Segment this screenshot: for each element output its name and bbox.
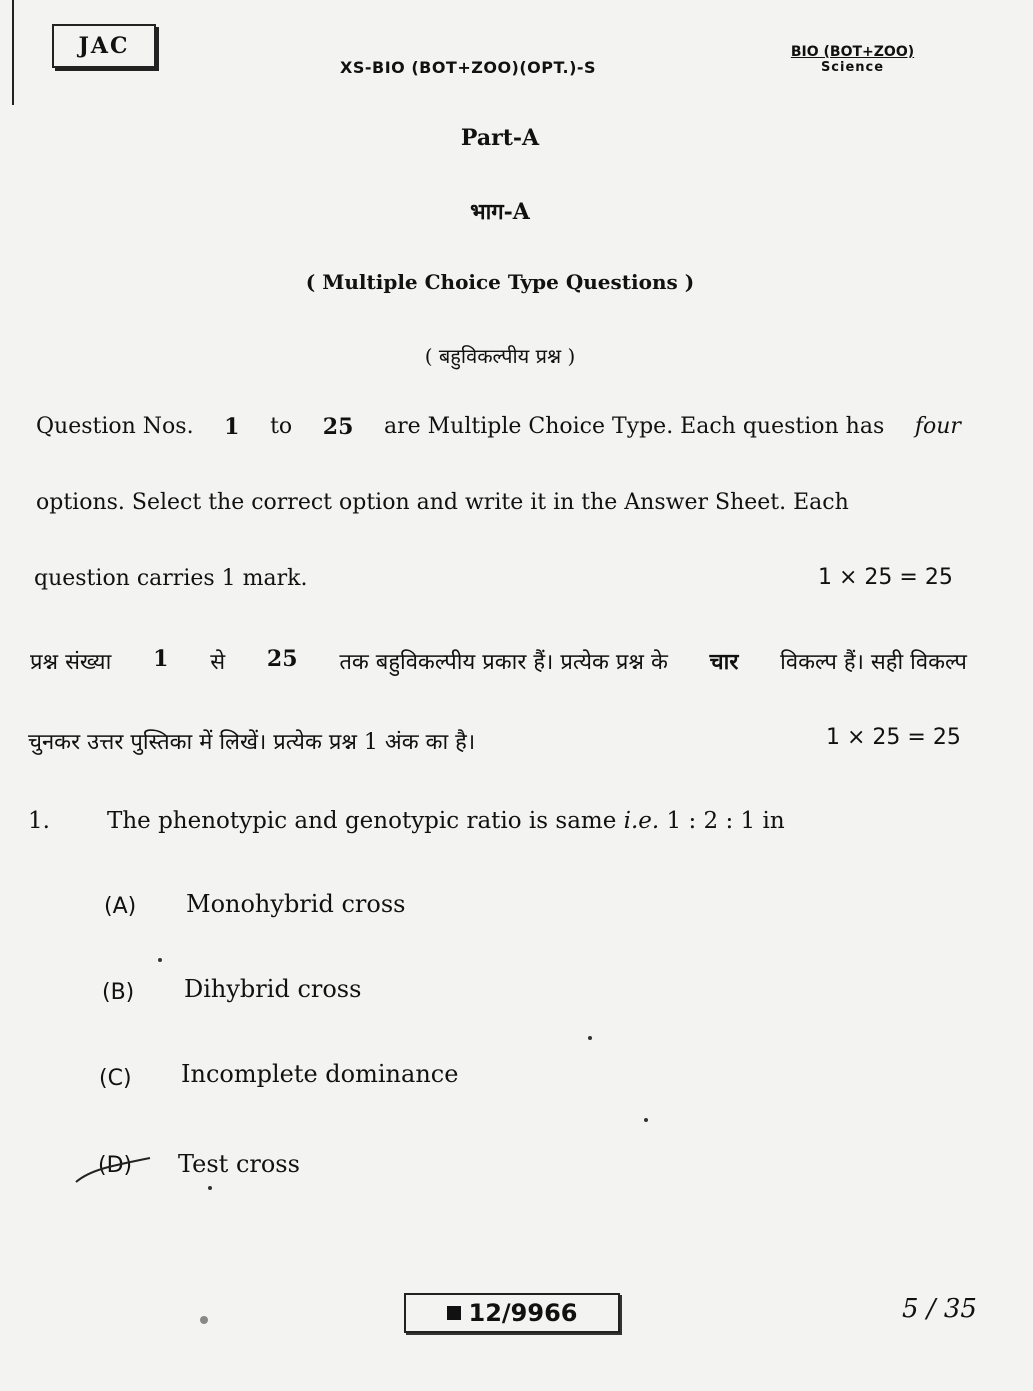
option-c-label: (C)	[99, 1066, 132, 1091]
instr-italic: four	[914, 414, 961, 439]
instruction-line-1	[36, 414, 961, 440]
instr-word: to	[270, 414, 293, 439]
page-number: 5 / 35	[902, 1294, 977, 1324]
square-bullet-icon	[447, 1306, 461, 1320]
scan-speck	[158, 958, 162, 962]
option-d-text: Test cross	[178, 1150, 300, 1178]
marks-en: 1 × 25 = 25	[818, 565, 953, 590]
question-text	[107, 808, 785, 834]
option-b-label: (B)	[102, 980, 135, 1005]
scan-speck	[208, 1186, 212, 1190]
subject-block	[780, 44, 925, 75]
scan-speck	[644, 1118, 648, 1122]
option-a-text: Monohybrid cross	[186, 890, 406, 918]
option-b-text: Dihybrid cross	[184, 975, 362, 1003]
instruction-hindi-line-2: चुनकर उत्तर पुस्तिका में लिखें। प्रत्येक प्रश्न 1 अंक का है।	[28, 730, 476, 755]
instr-num: 1	[224, 414, 240, 440]
margin-rule	[12, 0, 14, 105]
subject-name: BIO (BOT+ZOO)	[790, 44, 915, 60]
board-box	[52, 24, 156, 68]
instr-num: 1	[153, 646, 169, 672]
instruction-line-3: question carries 1 mark.	[34, 566, 308, 591]
instr-num: 25	[266, 646, 298, 672]
marks-hi: 1 × 25 = 25	[826, 725, 961, 750]
question-ie: i.e.	[623, 808, 660, 834]
instr-num: 25	[322, 414, 354, 440]
instr-word: are Multiple Choice Type. Each question has	[383, 414, 885, 439]
question-stem: The phenotypic and genotypic ratio is same	[107, 808, 617, 834]
instr-word: Question Nos.	[36, 414, 194, 439]
instr-word: विकल्प हैं। सही विकल्प	[780, 650, 967, 675]
part-title: Part-A	[460, 125, 540, 151]
instr-word: से	[210, 650, 226, 675]
booklet-code-box	[404, 1293, 620, 1333]
option-a-label: (A)	[104, 894, 137, 919]
stream-name: Science	[820, 60, 885, 75]
instr-word: प्रश्न संख्या	[30, 650, 112, 675]
instruction-hindi-line-1	[30, 646, 967, 676]
section-type: ( Multiple Choice Type Questions )	[305, 270, 695, 294]
question-number: 1.	[28, 808, 50, 834]
paper-code: XS-BIO (BOT+ZOO)(OPT.)-S	[340, 58, 597, 77]
board-name: JAC	[78, 33, 130, 59]
question-ratio: 1 : 2 : 1 in	[666, 808, 785, 834]
scan-speck	[200, 1316, 208, 1324]
instr-word: तक बहुविकल्पीय प्रकार हैं। प्रत्येक प्रश्न के	[339, 650, 668, 675]
scan-speck	[588, 1036, 592, 1040]
option-d-label: (D)	[98, 1153, 133, 1178]
section-type-hindi: ( बहुविकल्पीय प्रश्न )	[424, 344, 576, 368]
part-title-hindi: भाग-A	[470, 199, 530, 225]
instruction-line-2: options. Select the correct option and write it in the Answer Sheet. Each	[36, 490, 849, 515]
pen-strike-mark	[70, 1148, 160, 1188]
booklet-code: 12/9966	[468, 1299, 578, 1327]
instr-bold: चार	[709, 649, 739, 675]
option-c-text: Incomplete dominance	[181, 1060, 459, 1088]
